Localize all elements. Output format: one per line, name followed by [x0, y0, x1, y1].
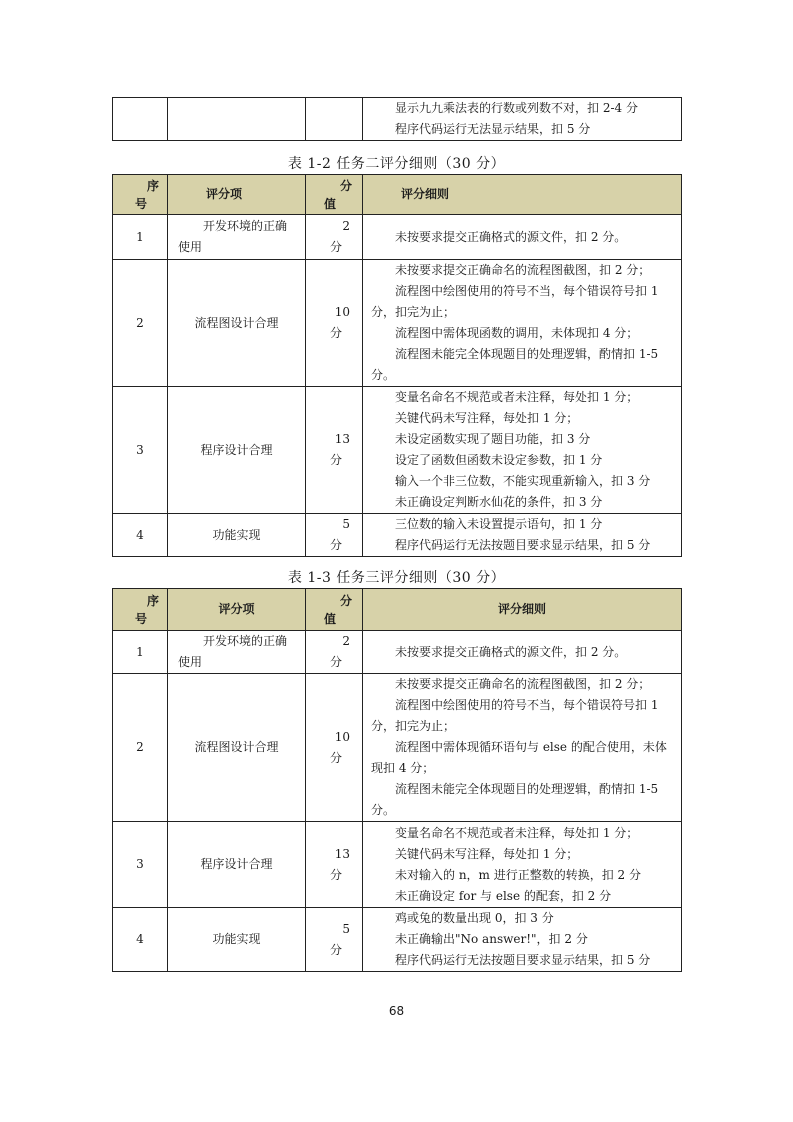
rule-line: 设定了函数但函数未设定参数，扣 1 分: [395, 453, 603, 467]
row-score: 10 分: [306, 260, 363, 387]
rule-line: 流程图中需体现函数的调用，未体现扣 4 分；: [395, 326, 639, 340]
header-item: 评分项: [168, 589, 306, 631]
table-row: [113, 514, 682, 557]
header-num: 序 号: [113, 589, 168, 631]
table-row: [113, 674, 682, 822]
rule-line: 鸡或兔的数量出现 0，扣 3 分: [395, 911, 554, 925]
rule-line: 分。: [371, 803, 396, 817]
row-item: 程序设计合理: [168, 387, 306, 514]
page-number: 68: [388, 1004, 405, 1018]
row-num: 4: [113, 514, 168, 557]
rule-line: 流程图未能完全体现题目的处理逻辑，酌情扣 1-5: [395, 782, 659, 796]
table3-caption: 表 1-3 任务三评分细则（30 分）: [287, 570, 506, 586]
table-row: [113, 822, 682, 908]
table-header-row: [113, 175, 682, 215]
top-score-cell: [306, 98, 363, 141]
row-score: 5 分: [306, 514, 363, 557]
rule-line: 关键代码未写注释，每处扣 1 分；: [395, 846, 579, 861]
header-score: 分 值: [306, 589, 363, 631]
rule-line: 未按要求提交正确格式的源文件，扣 2 分。: [395, 644, 627, 659]
rule-line: 关键代码未写注释，每处扣 1 分；: [395, 411, 579, 425]
rule-line: 变量名命名不规范或者未注释，每处扣 1 分；: [395, 825, 639, 840]
rule-line: 变量名命名不规范或者未注释，每处扣 1 分；: [395, 390, 639, 404]
table-header-row: [113, 589, 682, 631]
row-item: 功能实现: [168, 514, 306, 557]
table-row: [113, 260, 682, 387]
rule-line: 未按要求提交正确命名的流程图截图，扣 2 分；: [395, 263, 651, 277]
rule-line: 未正确设定 for 与 else 的配套，扣 2 分: [395, 888, 612, 903]
row-rules: [363, 674, 682, 822]
table2: [112, 174, 682, 557]
table-row: [113, 908, 682, 972]
row-item: 流程图设计合理: [168, 260, 306, 387]
rule-line: 未按要求提交正确命名的流程图截图，扣 2 分；: [395, 677, 651, 691]
rule-line: 显示九九乘法表的行数或列数不对，扣 2-4 分: [395, 101, 638, 115]
header-item: 评分项: [168, 175, 306, 215]
rule-line: 未按要求提交正确格式的源文件，扣 2 分。: [395, 229, 627, 244]
rule-line: 现扣 4 分；: [371, 761, 435, 775]
rule-line: 分。: [371, 368, 396, 382]
top-item-cell: [168, 98, 306, 141]
rule-line: 未正确输出"No answer!"，扣 2 分: [395, 932, 588, 946]
rule-line: 程序代码运行无法按题目要求显示结果，扣 5 分: [395, 953, 651, 967]
row-num: 3: [113, 822, 168, 908]
row-num: 1: [113, 631, 168, 674]
table2-caption: 表 1-2 任务二评分细则（30 分）: [287, 156, 506, 172]
rule-line: 分，扣完为止；: [371, 719, 456, 733]
rule-line: 三位数的输入未设置提示语句，扣 1 分: [395, 517, 603, 531]
rule-line: 流程图未能完全体现题目的处理逻辑，酌情扣 1-5: [395, 347, 659, 361]
header-score: 分 值: [306, 175, 363, 215]
row-rules: [363, 631, 682, 674]
rule-line: 程序代码运行无法显示结果，扣 5 分: [395, 122, 591, 136]
table-row: [113, 387, 682, 514]
rule-line: 流程图中绘图使用的符号不当，每个错误符号扣 1: [395, 698, 659, 712]
row-item: 开发环境的正确 使用: [168, 215, 306, 260]
row-score: 2 分: [306, 631, 363, 674]
row-num: 1: [113, 215, 168, 260]
header-rule: 评分细则: [363, 175, 682, 215]
row-item: 开发环境的正确 使用: [168, 631, 306, 674]
row-num: 2: [113, 260, 168, 387]
rule-line: 未正确设定判断水仙花的条件，扣 3 分: [395, 495, 603, 509]
top-table: [112, 97, 682, 141]
row-rules: [363, 908, 682, 972]
top-rules-cell: [363, 98, 682, 141]
row-item: 流程图设计合理: [168, 674, 306, 822]
row-num: 4: [113, 908, 168, 972]
rule-line: 输入一个非三位数，不能实现重新输入，扣 3 分: [395, 474, 651, 488]
row-rules: [363, 514, 682, 557]
rule-line: 程序代码运行无法按题目要求显示结果，扣 5 分: [395, 538, 651, 552]
table-row: [113, 631, 682, 674]
row-item: 程序设计合理: [168, 822, 306, 908]
row-score: 5 分: [306, 908, 363, 972]
row-score: 10 分: [306, 674, 363, 822]
rule-line: 分，扣完为止；: [371, 305, 456, 319]
row-rules: [363, 215, 682, 260]
rule-line: 未对输入的 n，m 进行正整数的转换，扣 2 分: [395, 867, 642, 882]
header-num: 序 号: [113, 175, 168, 215]
row-rules: [363, 260, 682, 387]
table-row: [113, 215, 682, 260]
rule-line: 未设定函数实现了题目功能，扣 3 分: [395, 432, 591, 446]
rule-line: 流程图中绘图使用的符号不当，每个错误符号扣 1: [395, 284, 659, 298]
row-num: 3: [113, 387, 168, 514]
rule-line: 流程图中需体现循环语句与 else 的配合使用，未体: [395, 740, 667, 754]
row-rules: [363, 822, 682, 908]
table3: [112, 588, 682, 972]
row-item: 功能实现: [168, 908, 306, 972]
row-score: 13 分: [306, 387, 363, 514]
row-score: 2 分: [306, 215, 363, 260]
row-score: 13 分: [306, 822, 363, 908]
header-rule: 评分细则: [363, 589, 682, 631]
top-num-cell: [113, 98, 168, 141]
row-num: 2: [113, 674, 168, 822]
row-rules: [363, 387, 682, 514]
